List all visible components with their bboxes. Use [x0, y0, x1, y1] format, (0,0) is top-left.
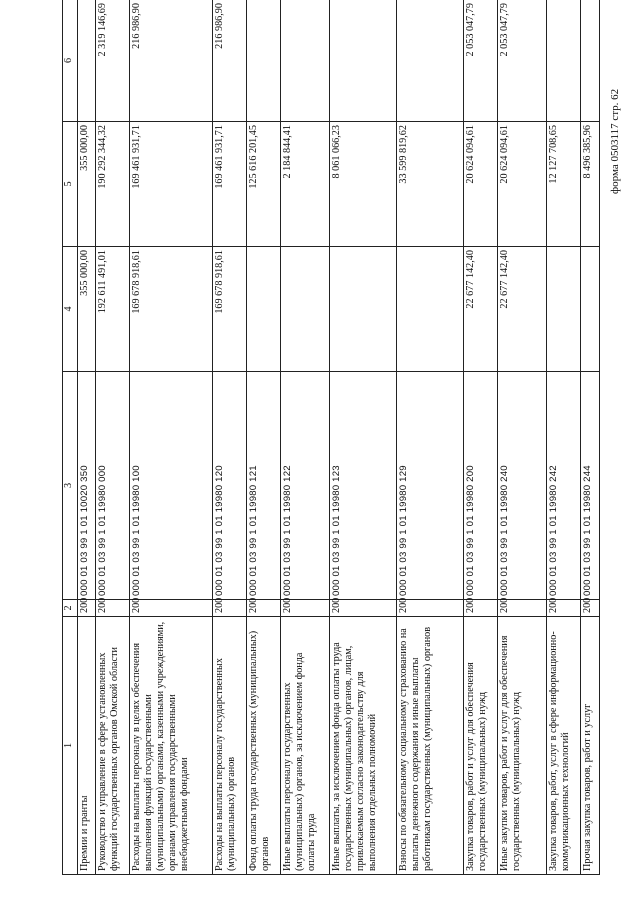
executed-amount-cell: 355 000,00	[78, 122, 96, 247]
budget-code-cell	[212, 372, 246, 600]
budget-code-text: 000 01 03 99 1 01 19980 100	[131, 465, 143, 596]
line-code-cell: 200	[396, 600, 463, 617]
column-number: 4	[63, 247, 78, 372]
indicator-name-cell: Иные выплаты, за исключением фонда оплаты труда государственных (муниципальных) органов, лицам, привлекаемым согласно законодательству для выполнения отдельных полномочий	[329, 617, 396, 875]
unexecuted-amount-cell: 2 053 047,79	[464, 0, 498, 122]
line-code-cell: 200	[581, 600, 600, 617]
approved-amount-cell: 169 678 918,61	[130, 247, 213, 372]
table-row	[96, 0, 130, 875]
indicator-name-cell: Иные выплаты персоналу государственных (муниципальных) органов, за исключением фонда оплаты труда	[281, 617, 329, 875]
budget-code-text: 000 01 03 99 1 01 19980 240	[499, 465, 511, 596]
column-number: 6	[63, 0, 78, 122]
line-code-cell: 200	[212, 600, 246, 617]
table-row	[546, 0, 580, 875]
table-row	[281, 0, 329, 875]
line-code-cell: 200	[78, 600, 96, 617]
column-number: 5	[63, 122, 78, 247]
indicator-name-cell: Фонд оплаты труда государственных (муниципальных) органов	[247, 617, 281, 875]
indicator-name-cell: Руководство и управление в сфере установленных функций государственных органов Омской области	[96, 617, 130, 875]
budget-code-text: 000 01 03 99 1 01 19980 242	[547, 465, 559, 596]
approved-amount-cell: 169 678 918,61	[212, 247, 246, 372]
unexecuted-amount-cell	[247, 0, 281, 122]
executed-amount-cell: 33 599 819,62	[396, 122, 463, 247]
indicator-name-cell: Премии и гранты	[78, 617, 96, 875]
table-row	[581, 0, 600, 875]
unexecuted-amount-cell	[546, 0, 580, 122]
unexecuted-amount-cell	[281, 0, 329, 122]
approved-amount-cell: 22 677 142,40	[464, 247, 498, 372]
budget-code-cell	[78, 372, 96, 600]
table-row	[130, 0, 213, 875]
approved-amount-cell: 192 611 491,01	[96, 247, 130, 372]
approved-amount-cell	[581, 247, 600, 372]
report-table	[62, 0, 600, 875]
line-code-cell: 200	[498, 600, 546, 617]
line-code-cell: 200	[96, 600, 130, 617]
unexecuted-amount-cell: 216 986,90	[212, 0, 246, 122]
table-row	[464, 0, 498, 875]
executed-amount-cell: 12 127 708,65	[546, 122, 580, 247]
indicator-name-cell: Закупка товаров, работ и услуг для обеспечения государственных (муниципальных) нужд	[464, 617, 498, 875]
budget-code-cell	[247, 372, 281, 600]
budget-code-text: 000 01 03 99 1 01 19980 120	[213, 465, 225, 596]
approved-amount-cell	[329, 247, 396, 372]
indicator-name-cell: Расходы на выплаты персоналу в целях обеспечения выполнения функций государственными (муниципальными) органами, казенными учреждениями, органами управления государственными внебюджетными фондами	[130, 617, 213, 875]
budget-code-text: 000 01 03 99 1 01 19980 244	[582, 465, 594, 596]
line-code-cell: 200	[329, 600, 396, 617]
unexecuted-amount-cell	[396, 0, 463, 122]
budget-code-cell	[581, 372, 600, 600]
rotated-page	[62, 0, 600, 875]
executed-amount-cell: 8 496 385,96	[581, 122, 600, 247]
executed-amount-cell: 169 461 931,71	[212, 122, 246, 247]
budget-code-text: 000 01 03 99 1 01 19980 000	[97, 465, 109, 596]
executed-amount-cell: 125 616 201,45	[247, 122, 281, 247]
table-row	[498, 0, 546, 875]
report-table-body	[63, 0, 600, 875]
table-row	[212, 0, 246, 875]
table-row	[247, 0, 281, 875]
budget-code-cell	[96, 372, 130, 600]
budget-code-cell	[396, 372, 463, 600]
unexecuted-amount-cell: 2 053 047,79	[498, 0, 546, 122]
line-code-cell: 200	[546, 600, 580, 617]
executed-amount-cell: 169 461 931,71	[130, 122, 213, 247]
budget-code-cell	[464, 372, 498, 600]
line-code-cell: 200	[281, 600, 329, 617]
approved-amount-cell	[546, 247, 580, 372]
column-number: 3	[63, 372, 78, 600]
approved-amount-cell	[281, 247, 329, 372]
budget-code-text: 000 01 03 99 1 01 19980 122	[282, 465, 294, 596]
executed-amount-cell: 20 624 094,61	[464, 122, 498, 247]
executed-amount-cell: 20 624 094,61	[498, 122, 546, 247]
indicator-name-cell: Иные закупки товаров, работ и услуг для обеспечения государственных (муниципальных) нужд	[498, 617, 546, 875]
budget-code-text: 000 01 03 99 1 01 19980 121	[248, 465, 260, 596]
unexecuted-amount-cell	[581, 0, 600, 122]
approved-amount-cell: 355 000,00	[78, 247, 96, 372]
budget-code-text: 000 01 03 99 1 01 19980 200	[465, 465, 477, 596]
unexecuted-amount-cell	[78, 0, 96, 122]
table-row	[396, 0, 463, 875]
budget-code-cell	[329, 372, 396, 600]
unexecuted-amount-cell: 216 986,90	[130, 0, 213, 122]
approved-amount-cell: 22 677 142,40	[498, 247, 546, 372]
budget-code-cell	[498, 372, 546, 600]
table-row	[329, 0, 396, 875]
unexecuted-amount-cell: 2 319 146,69	[96, 0, 130, 122]
column-number: 1	[63, 617, 78, 875]
form-number-label: форма 0503117 стр. 62	[609, 88, 621, 194]
budget-code-text: 000 01 03 99 1 01 10020 350	[79, 465, 91, 596]
executed-amount-cell: 190 292 344,32	[96, 122, 130, 247]
budget-code-text: 000 01 03 99 1 01 19980 123	[330, 465, 342, 596]
unexecuted-amount-cell	[329, 0, 396, 122]
indicator-name-cell: Закупка товаров, работ, услуг в сфере информационно-коммуникационных технологий	[546, 617, 580, 875]
approved-amount-cell	[396, 247, 463, 372]
line-code-cell: 200	[130, 600, 213, 617]
approved-amount-cell	[247, 247, 281, 372]
indicator-name-cell: Прочая закупка товаров, работ и услуг	[581, 617, 600, 875]
line-code-cell: 200	[464, 600, 498, 617]
column-number-row	[63, 0, 78, 875]
table-row	[78, 0, 96, 875]
budget-code-cell	[130, 372, 213, 600]
executed-amount-cell: 2 184 844,41	[281, 122, 329, 247]
line-code-cell: 200	[247, 600, 281, 617]
indicator-name-cell: Расходы на выплаты персоналу государственных (муниципальных) органов	[212, 617, 246, 875]
executed-amount-cell: 8 061 066,23	[329, 122, 396, 247]
budget-code-text: 000 01 03 99 1 01 19980 129	[397, 465, 409, 596]
budget-code-cell	[281, 372, 329, 600]
indicator-name-cell: Взносы по обязательному социальному страхованию на выплаты денежного содержания и иные выплаты работникам государственных (муниципальных) органов	[396, 617, 463, 875]
column-number: 2	[63, 600, 78, 617]
budget-code-cell	[546, 372, 580, 600]
